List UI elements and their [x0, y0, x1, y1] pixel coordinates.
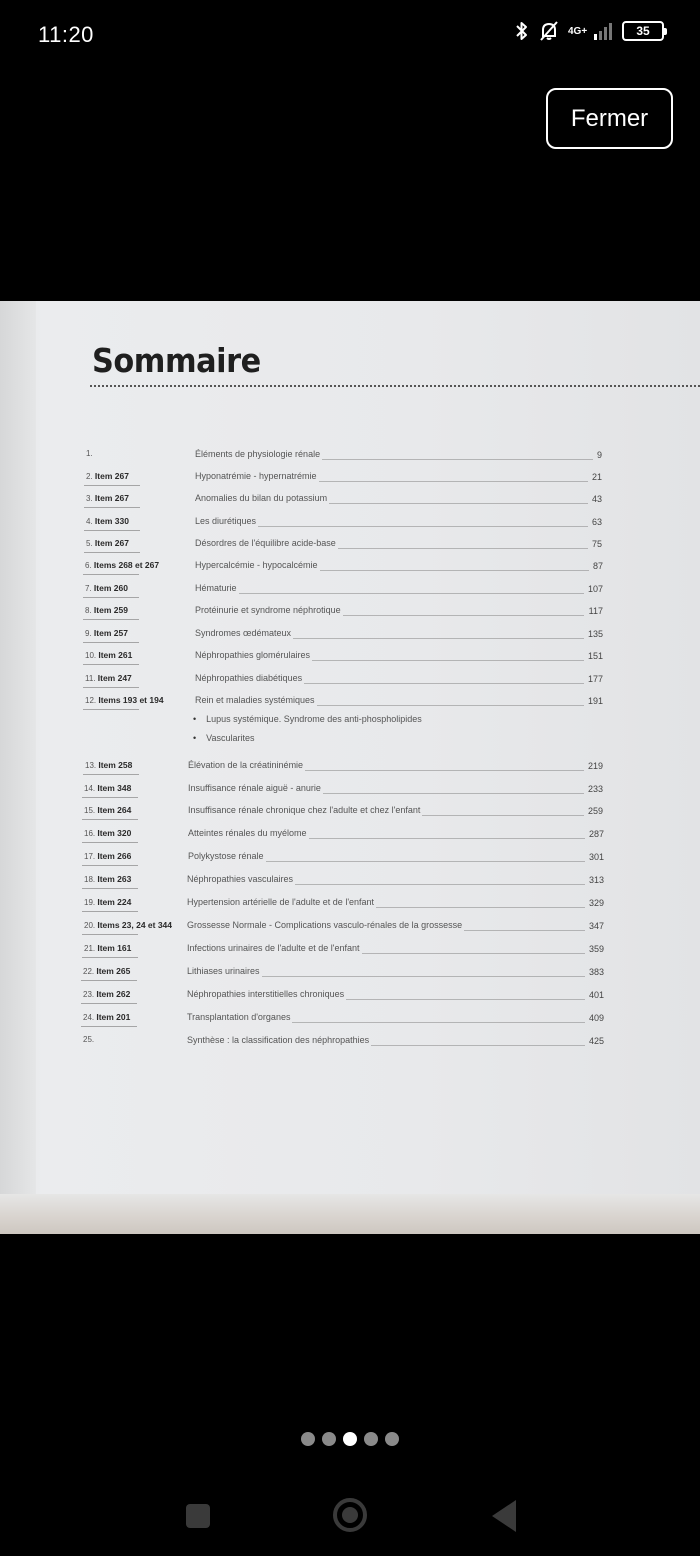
toc-entry-item: Item 263 — [97, 874, 132, 884]
toc-leader-line — [371, 1045, 585, 1046]
toc-entry-page: 177 — [587, 674, 603, 684]
toc-entry-title: Désordres de l'équilibre acide-base — [195, 538, 336, 548]
toc-entry-index: 4. — [86, 517, 95, 526]
toc-leader-line — [304, 683, 584, 684]
toc-entry-index: 2. — [86, 472, 95, 481]
toc-number-underline — [84, 485, 140, 486]
toc-entry-page: 347 — [588, 921, 604, 931]
toc-entry-page: 107 — [587, 584, 603, 594]
toc-entry-title: Élévation de la créatininémie — [188, 760, 304, 770]
toc-entry-number — [84, 920, 172, 930]
toc-leader-line — [295, 884, 585, 885]
toc-number-underline — [82, 934, 138, 935]
toc-entry-number — [85, 695, 164, 705]
toc-entry-title: Rein et maladies systémiques — [195, 695, 315, 705]
image-pager — [0, 1432, 700, 1446]
toc-number-underline — [82, 819, 138, 820]
toc-entry-number — [85, 583, 128, 593]
toc-entry-index: 23. — [83, 990, 97, 999]
toc-entry-index: 12. — [85, 696, 99, 705]
toc-entry-item: Item 266 — [97, 851, 132, 861]
toc-entry-number — [86, 493, 129, 503]
toc-number-underline — [83, 597, 139, 598]
toc-entry-title: Néphropathies diabétiques — [195, 673, 303, 683]
signal-icon — [594, 22, 614, 40]
toc-entry-number — [84, 805, 131, 815]
toc-entry-item: Item 259 — [93, 605, 128, 615]
toc-entry-number — [85, 605, 128, 615]
toc-entry-item: Item 267 — [94, 471, 129, 481]
toc-leader-line — [319, 481, 588, 482]
toc-entry-number — [85, 673, 132, 683]
toc-leader-line — [346, 999, 585, 1000]
toc-number-underline — [84, 530, 140, 531]
toc-entry-index: 5. — [86, 539, 95, 548]
toc-entry-index: 8. — [85, 606, 94, 615]
toc-entry-number — [84, 943, 131, 953]
toc-entry-number — [84, 828, 131, 838]
toc-entry-title: Transplantation d'organes — [187, 1012, 291, 1022]
toc-entry-item: Item 260 — [93, 583, 128, 593]
mute-bell-icon — [538, 20, 560, 42]
toc-entry-index: 11. — [85, 674, 98, 683]
bluetooth-icon — [514, 20, 530, 42]
toc-entry-number — [83, 1012, 130, 1022]
toc-sub-item: • Vascularites — [193, 733, 255, 743]
toc-entry-page: 63 — [591, 517, 602, 527]
toc-entry-title: Syndromes œdémateux — [195, 628, 292, 638]
toc-number-underline — [83, 574, 139, 575]
toc-entry-number — [84, 851, 131, 861]
toc-entry-number — [86, 471, 129, 481]
toc-number-underline — [82, 842, 138, 843]
toc-leader-line — [312, 660, 584, 661]
toc-leader-line — [239, 593, 584, 594]
toc-number-underline — [81, 1026, 137, 1027]
status-time: 11:20 — [38, 22, 94, 47]
network-label: 4G+ — [568, 25, 588, 37]
toc-entry-item: Item 267 — [94, 538, 129, 548]
toc-entry-index: 3. — [86, 494, 95, 503]
close-button[interactable]: Fermer — [546, 88, 673, 149]
toc-entry-number — [85, 760, 132, 770]
toc-number-underline — [81, 1003, 137, 1004]
toc-entry-number — [86, 538, 129, 548]
toc-entry-page: 259 — [587, 806, 603, 816]
toc-entry-item: Item 224 — [97, 897, 132, 907]
toc-number-underline — [83, 774, 139, 775]
back-button[interactable] — [492, 1500, 516, 1532]
toc-number-underline — [82, 911, 138, 912]
toc-entry-index: 14. — [84, 784, 98, 793]
pager-dot[interactable] — [301, 1432, 315, 1446]
battery-level: 35 — [636, 24, 650, 38]
toc-entry-item: Item 264 — [97, 805, 132, 815]
toc-entry-item: Item 247 — [97, 673, 132, 683]
toc-number-underline — [82, 865, 138, 866]
toc-entry-title: Hématurie — [195, 583, 237, 593]
toc-entry-item: Item 262 — [96, 989, 131, 999]
toc-entry-title: Grossesse Normale - Complications vasculo-rénales de la grossesse — [187, 920, 463, 930]
recent-apps-button[interactable] — [186, 1504, 210, 1528]
toc-entry-title: Lithiases urinaires — [187, 966, 260, 976]
document-photo[interactable] — [0, 301, 700, 1234]
toc-leader-line — [329, 503, 588, 504]
toc-number-underline — [84, 507, 140, 508]
toc-number-underline — [82, 888, 138, 889]
toc-leader-line — [464, 930, 585, 931]
toc-entry-item: Item 257 — [93, 628, 128, 638]
toc-entry-title: Protéinurie et syndrome néphrotique — [195, 605, 341, 615]
toc-entry-page: 425 — [588, 1036, 604, 1046]
toc-leader-line — [262, 976, 585, 977]
toc-entry-number — [83, 966, 130, 976]
toc-entry-index: 21. — [84, 944, 98, 953]
pager-dot-active[interactable] — [343, 1432, 357, 1446]
toc-entry-index: 22. — [83, 967, 97, 976]
toc-entry-title: Polykystose rénale — [188, 851, 264, 861]
toc-entry-page: 117 — [588, 606, 603, 616]
toc-entry-number — [85, 650, 132, 660]
toc-entry-number — [84, 897, 131, 907]
toc-entry-page: 401 — [588, 990, 604, 1000]
toc-entry-number — [84, 783, 131, 793]
toc-entry-item: Item 330 — [94, 516, 129, 526]
toc-leader-line — [305, 770, 584, 771]
toc-entry-page: 233 — [587, 784, 603, 794]
toc-entry-index: 1. — [86, 449, 93, 458]
toc-entry-index: 6. — [85, 561, 94, 570]
toc-leader-line — [376, 907, 585, 908]
toc-entry-title: Néphropathies glomérulaires — [195, 650, 311, 660]
toc-entry-item: Item 320 — [97, 828, 132, 838]
toc-entry-page: 409 — [588, 1013, 604, 1023]
toc-leader-line — [362, 953, 585, 954]
table-of-contents — [0, 301, 700, 1201]
toc-entry-page: 219 — [587, 761, 603, 771]
toc-entry-item: Item 201 — [96, 1012, 131, 1022]
pager-dot[interactable] — [322, 1432, 336, 1446]
toc-leader-line — [322, 459, 593, 460]
toc-leader-line — [258, 526, 588, 527]
toc-leader-line — [309, 838, 585, 839]
toc-leader-line — [293, 638, 584, 639]
toc-entry-index: 20. — [84, 921, 98, 930]
toc-entry-page: 151 — [587, 651, 603, 661]
toc-entry-item: Items 23, 24 et 344 — [97, 920, 173, 930]
toc-entry-title: Synthèse : la classification des néphropathies — [187, 1035, 370, 1045]
toc-entry-item: Item 258 — [98, 760, 133, 770]
page-title: Sommaire — [92, 341, 261, 380]
toc-entry-number — [84, 874, 131, 884]
toc-entry-index: 19. — [84, 898, 98, 907]
toc-entry-index: 15. — [84, 806, 98, 815]
toc-entry-page: 359 — [588, 944, 604, 954]
toc-entry-index: 16. — [84, 829, 98, 838]
toc-entry-item: Items 193 et 194 — [98, 695, 164, 705]
toc-entry-page: 301 — [588, 852, 604, 862]
toc-entry-item: Item 261 — [98, 650, 133, 660]
toc-entry-page: 75 — [591, 539, 602, 549]
toc-entry-title: Néphropathies vasculaires — [187, 874, 294, 884]
toc-entry-index: 10. — [85, 651, 99, 660]
toc-entry-page: 191 — [587, 696, 603, 706]
toc-entry-title: Hypertension artérielle de l'adulte et de l'enfant — [187, 897, 375, 907]
toc-sub-item: • Lupus systémique. Syndrome des anti-phospholipides — [193, 714, 422, 724]
toc-number-underline — [83, 664, 139, 665]
pager-dot[interactable] — [364, 1432, 378, 1446]
toc-entry-title: Insuffisance rénale aiguë - anurie — [188, 783, 321, 793]
toc-entry-title: Atteintes rénales du myélome — [188, 828, 307, 838]
toc-entry-number — [83, 989, 130, 999]
toc-entry-item: Items 268 et 267 — [93, 560, 160, 570]
toc-entry-title: Infections urinaires de l'adulte et de l'enfant — [187, 943, 360, 953]
toc-entry-item: Item 267 — [94, 493, 129, 503]
toc-entry-title: Hyponatrémie - hypernatrémie — [195, 471, 317, 481]
toc-entry-number — [86, 516, 129, 526]
toc-leader-line — [266, 861, 585, 862]
toc-entry-title: Néphropathies interstitielles chroniques — [187, 989, 345, 999]
toc-entry-page: 287 — [588, 829, 604, 839]
toc-leader-line — [343, 615, 584, 616]
toc-number-underline — [83, 642, 139, 643]
toc-entry-page: 87 — [592, 561, 603, 571]
toc-number-underline — [84, 552, 140, 553]
toc-entry-number — [83, 1035, 94, 1044]
pager-dot[interactable] — [385, 1432, 399, 1446]
toc-entry-page: 383 — [588, 967, 604, 977]
toc-entry-page: 21 — [591, 472, 602, 482]
toc-entry-page: 135 — [587, 629, 603, 639]
toc-entry-number — [85, 628, 128, 638]
toc-entry-page: 9 — [596, 450, 602, 460]
toc-entry-title: Les diurétiques — [195, 516, 257, 526]
navigation-bar — [0, 1480, 700, 1556]
toc-number-underline — [82, 957, 138, 958]
toc-entry-page: 43 — [591, 494, 602, 504]
toc-number-underline — [83, 619, 139, 620]
toc-number-underline — [83, 687, 139, 688]
toc-entry-title: Anomalies du bilan du potassium — [195, 493, 328, 503]
status-bar — [0, 0, 700, 72]
toc-leader-line — [338, 548, 588, 549]
home-button[interactable] — [333, 1498, 367, 1532]
status-icons — [514, 20, 664, 42]
toc-leader-line — [422, 815, 584, 816]
toc-entry-index: 7. — [85, 584, 94, 593]
toc-entry-page: 313 — [588, 875, 604, 885]
toc-entry-index: 13. — [85, 761, 99, 770]
toc-entry-number — [85, 560, 159, 570]
toc-entry-item: Item 265 — [96, 966, 131, 976]
toc-leader-line — [323, 793, 584, 794]
toc-leader-line — [292, 1022, 585, 1023]
toc-entry-page: 329 — [588, 898, 604, 908]
toc-entry-item: Item 348 — [97, 783, 132, 793]
toc-entry-number — [86, 449, 93, 458]
toc-entry-item: Item 161 — [97, 943, 132, 953]
toc-entry-index: 9. — [85, 629, 94, 638]
toc-entry-index: 18. — [84, 875, 98, 884]
toc-entry-index: 25. — [83, 1035, 95, 1044]
toc-entry-title: Hypercalcémie - hypocalcémie — [195, 560, 318, 570]
toc-entry-index: 17. — [84, 852, 98, 861]
toc-entry-index: 24. — [83, 1013, 97, 1022]
toc-number-underline — [81, 980, 137, 981]
toc-number-underline — [82, 797, 138, 798]
toc-entry-title: Éléments de physiologie rénale — [195, 449, 321, 459]
toc-number-underline — [83, 709, 139, 710]
toc-entry-title: Insuffisance rénale chronique chez l'adulte et chez l'enfant — [188, 805, 421, 815]
toc-leader-line — [320, 570, 589, 571]
battery-icon — [622, 21, 664, 41]
toc-leader-line — [317, 705, 584, 706]
